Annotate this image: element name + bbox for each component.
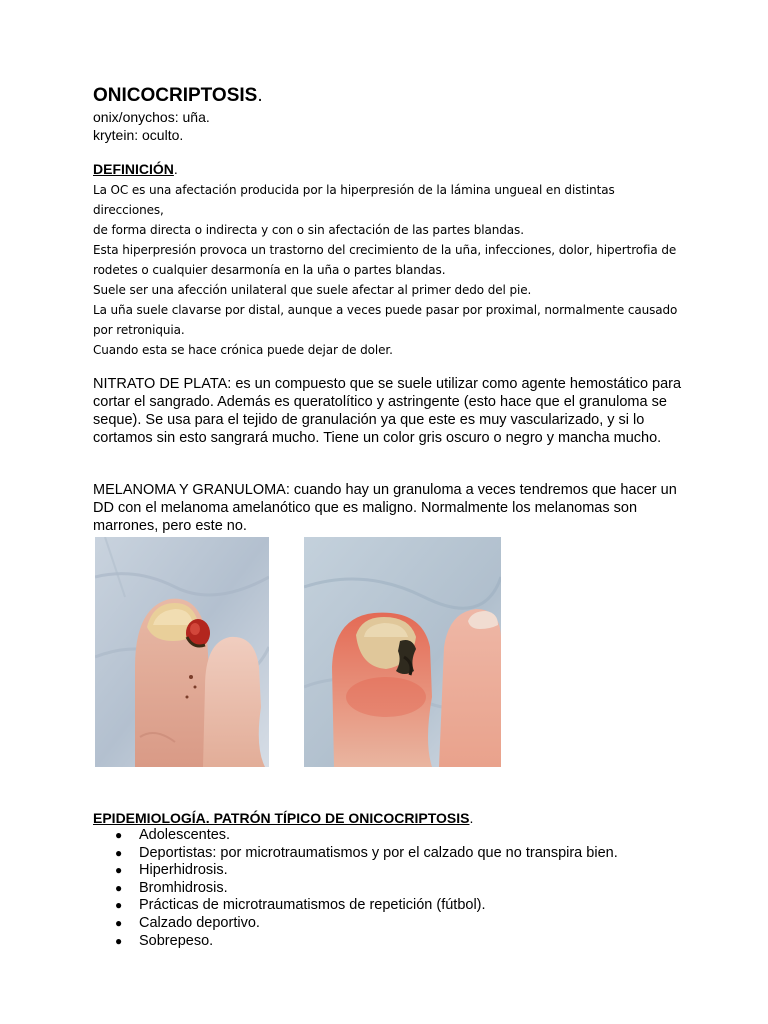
list-item-text: Prácticas de microtraumatismos de repetición (fútbol).: [139, 897, 486, 914]
bullet-icon: ●: [115, 845, 123, 860]
nitrato-line: NITRATO DE PLATA: es un compuesto que se suele utilizar como agente hemostático para: [93, 376, 682, 392]
nitrato-line: cortamos sin esto sangrará mucho. Tiene un color gris oscuro o negro y mancha mucho.: [93, 430, 662, 446]
bullet-icon: ●: [115, 863, 123, 878]
melanoma-section: [93, 481, 683, 535]
list-item-text: Adolescentes.: [139, 827, 231, 843]
list-item: [93, 915, 683, 933]
definition-line: Esta hiperpresión provoca un trastorno del crecimiento de la uña, infecciones, dolor, hipertrofia de: [93, 243, 677, 257]
melanoma-line: DD con el melanoma amelanótico que es maligno. Normalmente los melanomas son: [93, 500, 638, 516]
list-item-text: Hiperhidrosis.: [139, 862, 228, 879]
definition-heading-suffix: .: [173, 161, 178, 177]
definition-line: por retroniquia.: [93, 323, 185, 337]
list-item-text: Bromhidrosis.: [139, 879, 228, 896]
definition-line: La OC es una afectación producida por la hiperpresión de la lámina ungueal en distintas direcciones,: [93, 183, 615, 217]
document-page: [93, 84, 683, 950]
list-item-text: Sobrepeso.: [139, 932, 214, 949]
melanoma-line: MELANOMA Y GRANULOMA: cuando hay un granuloma a veces tendremos que hacer un: [93, 482, 677, 498]
list-item: [93, 827, 683, 845]
epidemiology-heading: [93, 809, 683, 827]
epidemiology-heading-suffix: .: [469, 810, 474, 826]
list-item: [93, 933, 683, 951]
list-item: [93, 880, 683, 898]
bullet-icon: ●: [115, 898, 123, 913]
bullet-icon: ●: [115, 880, 123, 895]
definition-line: rodetes o cualquier desarmonía en la uña o partes blandas.: [93, 263, 446, 277]
list-item: [93, 845, 683, 863]
definition-body: [93, 180, 683, 360]
melanoma-line: marrones, pero este no.: [93, 518, 247, 534]
bullet-icon: ●: [115, 933, 123, 948]
nitrato-line: cortar el sangrado. Además es queratolítico y astringente (esto hace que el granuloma se: [93, 394, 667, 410]
definition-heading-text: DEFINICIÓN: [93, 161, 174, 177]
bullet-icon: ●: [115, 915, 123, 930]
silver-nitrate-toe-photo: [304, 537, 501, 767]
definition-line: La uña suele clavarse por distal, aunque a veces puede pasar por proximal, normalmente causado: [93, 303, 678, 317]
list-item-text: Deportistas: por microtraumatismos y por el calzado que no transpira bien.: [139, 844, 618, 861]
list-item-text: Calzado deportivo.: [139, 914, 260, 931]
bullet-icon: ●: [115, 828, 123, 842]
nitrato-section: [93, 375, 683, 447]
definition-line: de forma directa o indirecta y con o sin afectación de las partes blandas.: [93, 223, 524, 237]
etymology-line: krytein: oculto.: [93, 127, 184, 143]
clinical-photos: [93, 537, 683, 769]
epidemiology-heading-text: EPIDEMIOLOGÍA. PATRÓN TÍPICO DE ONICOCRIPTOSIS: [93, 810, 470, 826]
list-item: [93, 862, 683, 880]
epidemiology-list: [93, 827, 683, 950]
title-suffix: .: [257, 85, 263, 106]
list-item: [93, 897, 683, 915]
etymology-line: onix/onychos: uña.: [93, 109, 210, 125]
definition-heading: [93, 160, 683, 178]
title-text: ONICOCRIPTOSIS: [93, 85, 258, 106]
nitrato-line: seque). Se usa para el tejido de granulación ya que este es muy vascularizado, y si lo: [93, 412, 645, 428]
definition-line: Suele ser una afección unilateral que suele afectar al primer dedo del pie.: [93, 283, 532, 297]
document-title: [93, 84, 683, 108]
granuloma-toe-photo: [95, 537, 269, 767]
definition-line: Cuando esta se hace crónica puede dejar de doler.: [93, 343, 393, 357]
